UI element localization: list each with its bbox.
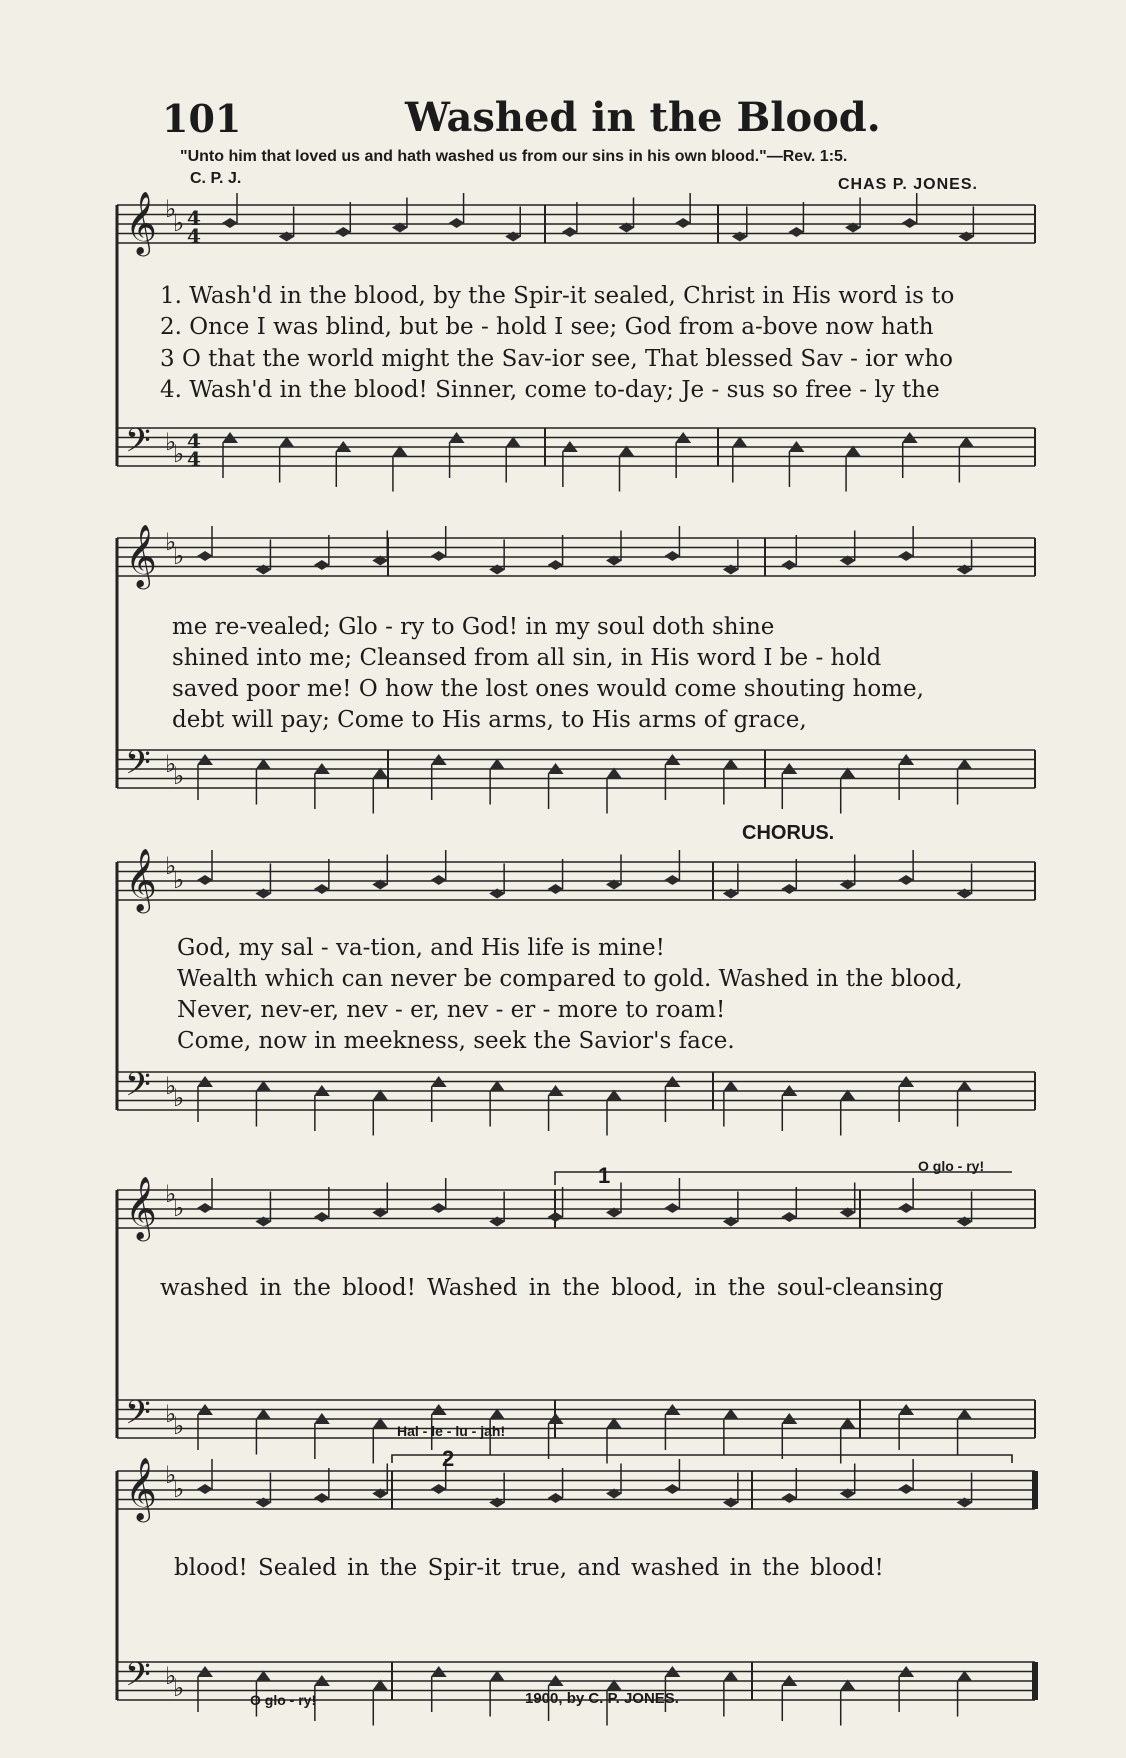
lyric-line: Wealth which can never be compared to gold. Washed in the blood,	[177, 966, 963, 992]
note-head	[431, 1484, 447, 1494]
bass-clef-icon: 𝄢	[125, 1656, 151, 1702]
note-head	[314, 1493, 330, 1503]
time-signature: 4	[187, 206, 201, 230]
note-head	[781, 560, 797, 570]
chorus-label: CHORUS.	[742, 822, 835, 844]
note-head	[562, 227, 578, 237]
lyric-line: Come, now in meekness, seek the Savior's face.	[177, 1028, 735, 1054]
note-head	[548, 1212, 564, 1222]
flat-icon: ♭	[173, 866, 185, 894]
treble-clef-icon: 𝄞	[125, 1457, 157, 1520]
note-head	[548, 884, 564, 894]
flat-icon: ♭	[173, 542, 185, 570]
note-head	[781, 1493, 797, 1503]
ending-2-label: 2	[442, 1446, 455, 1471]
note-head	[222, 218, 238, 228]
time-signature: 4	[187, 429, 201, 453]
flat-icon: ♭	[165, 1400, 177, 1428]
flat-icon: ♭	[165, 1461, 177, 1489]
scripture-reference: "Unto him that loved us and hath washed us from our sins in his own blood."—Rev. 1:5.	[180, 148, 848, 165]
flat-icon: ♭	[173, 440, 185, 468]
lyric-line: blood! Sealed in the Spir-it true, and washed in the blood!	[174, 1555, 884, 1581]
note-head	[314, 560, 330, 570]
time-signature: 4	[187, 224, 201, 248]
flat-icon: ♭	[165, 428, 177, 456]
note-head	[898, 551, 914, 561]
flat-icon: ♭	[173, 1194, 185, 1222]
note-head	[788, 227, 804, 237]
note-head	[314, 884, 330, 894]
flat-icon: ♭	[173, 1084, 185, 1112]
note-head	[431, 551, 447, 561]
lyric-line: shined into me; Cleansed from all sin, in His word I be - hold	[172, 645, 882, 671]
flat-icon: ♭	[173, 209, 185, 237]
note-head	[664, 551, 680, 561]
note-head	[197, 1484, 213, 1494]
lyricist-credit: C. P. J.	[190, 170, 242, 187]
flat-icon: ♭	[165, 1072, 177, 1100]
note-head	[781, 1212, 797, 1222]
note-head	[898, 875, 914, 885]
note-head	[675, 218, 691, 228]
note-head	[548, 560, 564, 570]
note-head	[314, 1212, 330, 1222]
hymn-title: Washed in the Blood.	[405, 94, 881, 141]
flat-icon: ♭	[173, 1412, 185, 1440]
bass-clef-icon: 𝄢	[125, 422, 151, 468]
flat-icon: ♭	[165, 852, 177, 880]
treble-clef-icon: 𝄞	[125, 191, 157, 254]
note-head	[197, 1203, 213, 1213]
note-head	[197, 875, 213, 885]
lyric-line: 2. Once I was blind, but be - hold I see; God from a-bove now hath	[160, 314, 934, 340]
lyric-line: me re-vealed; Glo - ry to God! in my soul doth shine	[172, 614, 775, 640]
bass-clef-icon: 𝄢	[125, 744, 151, 790]
note-head	[781, 884, 797, 894]
note-head	[548, 1493, 564, 1503]
flat-icon: ♭	[165, 750, 177, 778]
lyric-line: 1. Wash'd in the blood, by the Spir-it sealed, Christ in His word is to	[160, 283, 955, 309]
lyric-line: God, my sal - va-tion, and His life is mine!	[177, 935, 665, 961]
flat-icon: ♭	[165, 195, 177, 223]
note-head	[431, 1203, 447, 1213]
bass-text: O glo - ry!	[918, 1158, 985, 1174]
ending-1-label: 1	[598, 1163, 611, 1188]
note-head	[898, 1484, 914, 1494]
note-head	[902, 218, 918, 228]
note-head	[449, 218, 465, 228]
note-head	[431, 875, 447, 885]
lyric-line: saved poor me! O how the lost ones would come shouting home,	[172, 676, 924, 702]
flat-icon: ♭	[173, 1674, 185, 1702]
lyric-line: washed in the blood! Washed in the blood, in the soul-cleansing	[160, 1275, 944, 1301]
flat-icon: ♭	[165, 1662, 177, 1690]
copyright-line: 1900, by C. P. JONES.	[525, 1690, 679, 1707]
note-head	[664, 1484, 680, 1494]
flat-icon: ♭	[165, 1180, 177, 1208]
ending-bracket	[392, 1455, 1012, 1463]
bass-text: Hal - le - lu - jah!	[397, 1423, 506, 1439]
note-head	[664, 1203, 680, 1213]
treble-clef-icon: 𝄞	[125, 848, 157, 911]
flat-icon: ♭	[173, 762, 185, 790]
hymn-number: 101	[162, 96, 242, 141]
lyric-line: Never, nev-er, nev - er, nev - er - more to roam!	[177, 997, 726, 1023]
note-head	[664, 875, 680, 885]
lyric-line: debt will pay; Come to His arms, to His arms of grace,	[172, 707, 807, 733]
flat-icon: ♭	[173, 1475, 185, 1503]
note-head	[898, 1203, 914, 1213]
composer-credit: CHAS P. JONES.	[838, 176, 978, 193]
flat-icon: ♭	[165, 528, 177, 556]
time-signature: 4	[187, 447, 201, 471]
bass-clef-icon: 𝄢	[125, 1394, 151, 1440]
treble-clef-icon: 𝄞	[125, 524, 157, 587]
lyric-line: 4. Wash'd in the blood! Sinner, come to-day; Je - sus so free - ly the	[160, 377, 940, 403]
bass-clef-icon: 𝄢	[125, 1066, 151, 1112]
treble-clef-icon: 𝄞	[125, 1176, 157, 1239]
note-head	[335, 227, 351, 237]
bass-text: O glo - ry!	[250, 1692, 317, 1708]
note-head	[197, 551, 213, 561]
lyric-line: 3 O that the world might the Sav-ior see, That blessed Sav - ior who	[160, 346, 954, 372]
